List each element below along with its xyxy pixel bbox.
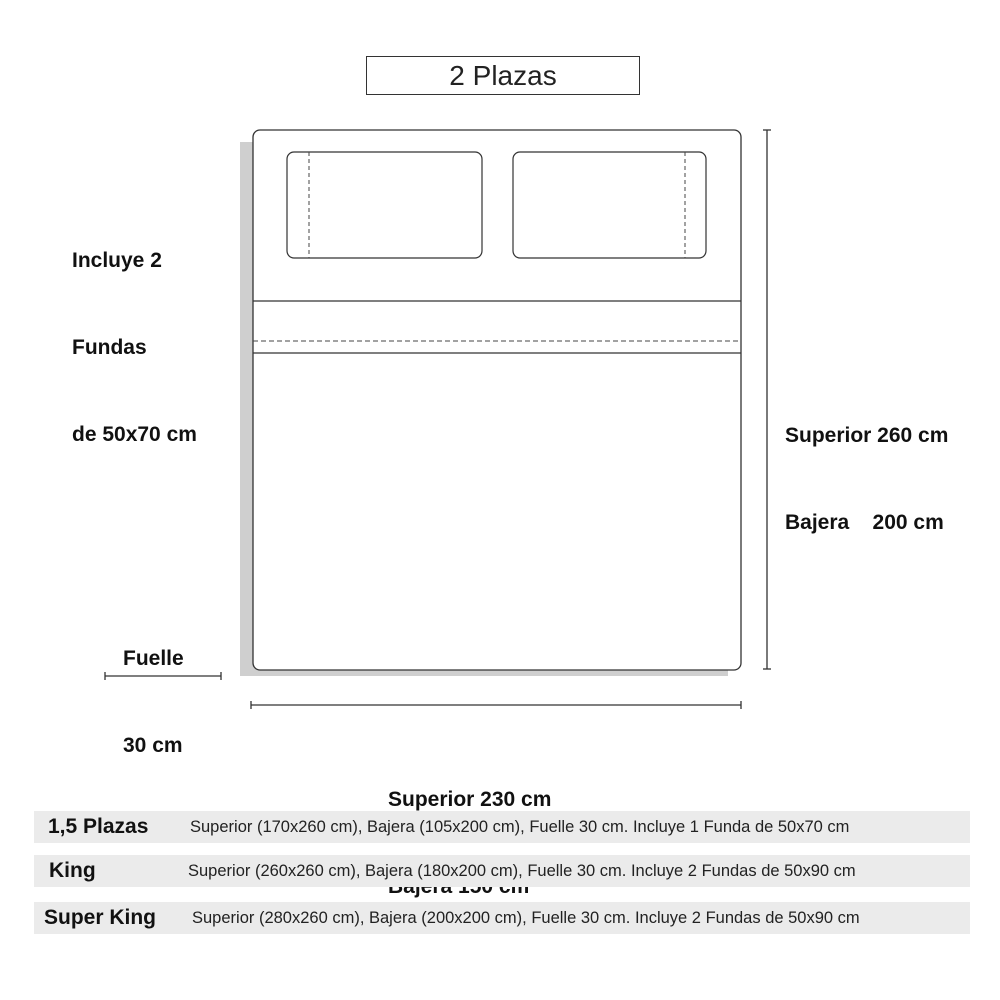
size-title: 2 Plazas: [449, 59, 557, 91]
gusset-label-line-2: 30 cm: [123, 734, 183, 757]
size-title-box: [366, 56, 640, 95]
size-row-name: King: [49, 859, 96, 882]
pillowcase-label-line-1: Incluye 2: [72, 249, 162, 272]
size-row-description: Superior (260x260 cm), Bajera (180x200 cm), Fuelle 30 cm. Incluye 2 Fundas de 50x90 cm: [188, 861, 856, 880]
size-row-name: Super King: [44, 906, 157, 929]
pillowcase-label-line-3: de 50x70 cm: [72, 423, 197, 446]
height-label: [785, 363, 948, 566]
width-label-top-sheet: Superior 230 cm: [388, 788, 552, 811]
gusset-label: [123, 586, 184, 789]
height-label-fitted-sheet: Bajera 200 cm: [785, 511, 944, 534]
pillow-left: [287, 152, 482, 258]
pillow-right: [513, 152, 706, 258]
size-row-description: Superior (170x260 cm), Bajera (105x200 cm), Fuelle 30 cm. Incluye 1 Funda de 50x70 cm: [190, 817, 850, 836]
size-row-name: 1,5 Plazas: [48, 815, 149, 838]
size-row-king: [34, 855, 970, 887]
size-row-super-king: [34, 902, 970, 934]
size-row-1-5-plazas: [34, 811, 970, 843]
pillowcase-label-line-2: Fundas: [72, 336, 147, 359]
pillowcase-label: [72, 188, 197, 478]
size-row-description: Superior (280x260 cm), Bajera (200x200 cm), Fuelle 30 cm. Incluye 2 Fundas de 50x90 cm: [192, 908, 860, 927]
gusset-label-line-1: Fuelle: [123, 647, 184, 670]
height-label-top-sheet: Superior 260 cm: [785, 424, 949, 447]
